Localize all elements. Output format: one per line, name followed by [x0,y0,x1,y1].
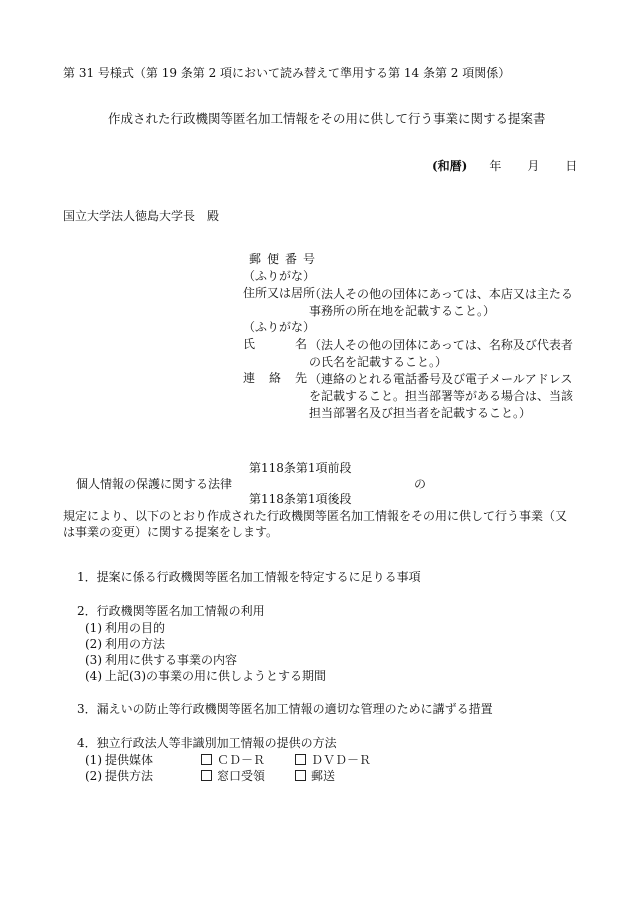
sub-number: (4) [85,669,102,683]
name-label-1: 氏 [243,337,256,351]
name-label-2: 名 [295,337,308,351]
items-list [77,570,493,785]
address-note: （法人その他の団体にあっては、本店又は主たる事務所の所在地を記載すること。） [309,287,573,318]
method-row [77,769,493,785]
date-line [432,159,577,175]
postal-row [243,252,573,269]
furigana-label: （ふりがな） [243,320,316,334]
day-label: 日 [565,159,578,173]
sub-text: 利用に供する事業の内容 [105,653,238,667]
contact-label-2: 絡 [269,371,282,385]
option-label: 郵送 [311,769,336,783]
year-label: 年 [489,159,502,173]
contact-label-1: 連 [243,371,256,385]
checkbox-icon[interactable] [295,770,306,781]
address-row [243,286,573,320]
medium-row [77,753,493,769]
furigana-row-1 [243,269,573,286]
item-3-heading: 3．漏えいの防止等行政機関等匿名加工情報の適切な管理のために講ずる措置 [77,702,493,716]
article-upper: 第118条第1項前段 [249,461,352,475]
contact-note: （連絡のとれる電話番号及び電子メールアドレスを記載すること。担当部署等がある場合は、当該担当部署名及び担当者を記載すること。） [309,372,574,420]
law-name: 個人情報の保護に関する法律 [76,477,233,491]
sub-text: 利用の目的 [105,621,166,635]
month-label: 月 [527,159,540,173]
name-row [243,337,573,371]
contact-label-3: 先 [295,371,308,385]
sub-number: (3) [85,653,102,667]
furigana-row-2 [243,320,573,337]
particle-no: の [414,477,427,491]
option-label: ＣＤ－Ｒ [217,753,266,767]
option-counter[interactable] [201,769,295,785]
option-label: 窓口受領 [217,769,266,783]
era-label: (和暦) [432,159,468,173]
sub-number: (1) [85,621,102,635]
item-1-heading: 1．提案に係る行政機関等匿名加工情報を特定するに足りる事項 [77,570,421,584]
form-number: 第 31 号様式（第 19 条第 2 項において読み替えて準用する第 14 条第 2 項関係） [63,66,511,80]
method-label: 提供方法 [105,769,154,783]
furigana-label: （ふりがな） [243,269,316,283]
method-number: (2) [85,769,102,783]
item-2-heading: 2．行政機関等匿名加工情報の利用 [77,604,265,618]
applicant-block [243,252,573,422]
option-label: ＤＶＤ－Ｒ [311,753,372,767]
sub-text: 上記(3)の事業の用に供しようとする期間 [105,669,326,683]
name-note: （法人その他の団体にあっては、名称及び代表者の氏名を記載すること。） [309,338,573,369]
document-title: 作成された行政機関等匿名加工情報をその用に供して行う事業に関する提案書 [108,111,546,126]
item-4-heading: 4．独立行政法人等非識別加工情報の提供の方法 [77,736,337,750]
checkbox-icon[interactable] [201,754,212,765]
addressee: 国立大学法人徳島大学長 殿 [63,209,220,223]
option-mail[interactable] [295,769,389,785]
medium-number: (1) [85,753,102,767]
option-cdr[interactable] [201,753,295,769]
sub-text: 利用の方法 [105,637,166,651]
item-2-sub-4 [77,669,493,685]
item-2-sub-2 [77,637,493,653]
item-2-sub-3 [77,653,493,669]
medium-label: 提供媒体 [105,753,154,767]
article-lower: 第118条第1項後段 [249,492,352,506]
contact-row [243,371,573,422]
address-label: 住所又は居所 [243,286,316,300]
proposal-text: 規定により、以下のとおり作成された行政機関等匿名加工情報をその用に供して行う事業（又は事業の変更）に関する提案をします。 [63,509,568,539]
postal-label: 郵便番号 [249,252,322,266]
checkbox-icon[interactable] [201,770,212,781]
checkbox-icon[interactable] [295,754,306,765]
option-dvdr[interactable] [295,753,389,769]
sub-number: (2) [85,637,102,651]
item-2-sub-1 [77,621,493,637]
